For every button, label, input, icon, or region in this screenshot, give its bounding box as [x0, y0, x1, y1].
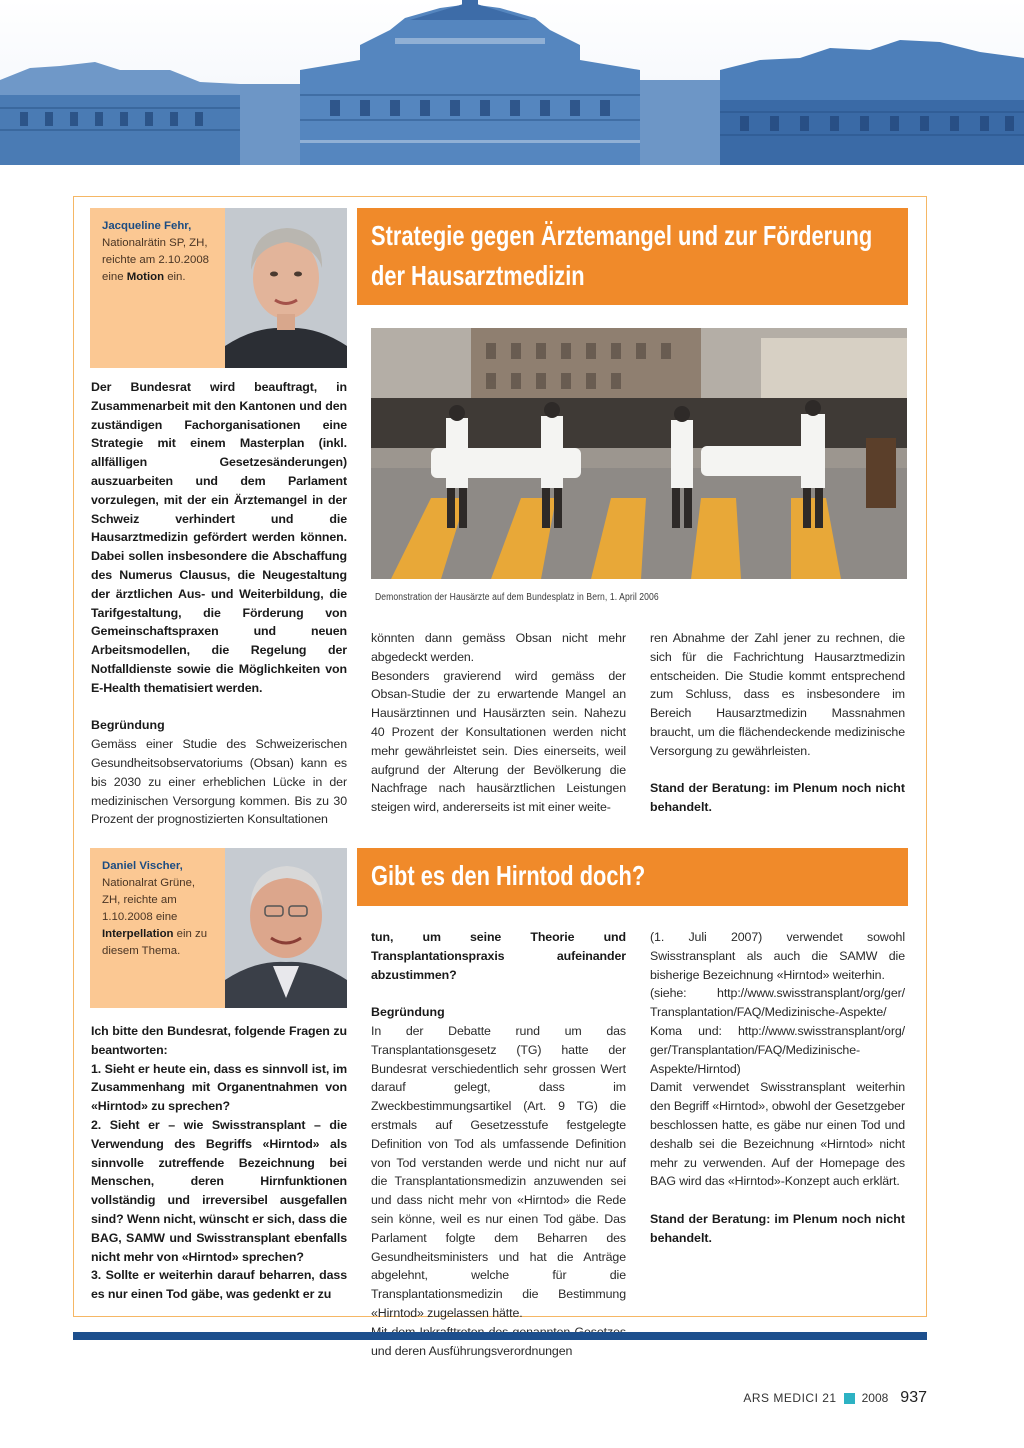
body-paragraph: Besonders gravierend wird gemäss der Obsan-Studie der zu erwartende Mangel an Hausärztinnen und Hausärzten sein. Nahezu 40 Prozent der Konsultationen werden nicht mehr gewährleistet sein. Dies einerseits, weil aufgrund der Alterung der Bevölkerung die Nachfrage nach hausärztlichen Leistungen steigen wird, andererseits ist mit einer weite- [371, 668, 626, 815]
interpellation-continued: tun, um seine Theorie und Transplantationspraxis aufeinander abzustimmen? [371, 930, 626, 982]
author-submission-post: ein zu [173, 928, 208, 940]
article2-headline [357, 848, 908, 906]
article1-headline [357, 208, 908, 305]
body-paragraph: ren Abnahme der Zahl jener zu rechnen, die sich für die Fachrichtung Hausarztmedizin entscheiden. Die Studie kommt entsprechend zum Schluss, dass es insbesondere im Bereich Hausarztmedizin Massnahmen braucht, um die flächendeckende medizinische Versorgung zu gewährleisten. [650, 631, 905, 758]
body-paragraph: Damit verwendet Swisstransplant weiterhin den Begriff «Hirntod», obwohl der Gesetzgeber beschlossen hatte, es gäbe nur einen Tod und deshalb sei die Bezeichnung «Hirntod» nicht mehr zu verwenden. Auf der Homepage des BAG wird das «Hirntod»-Konzept auch erklärt. [650, 1080, 905, 1189]
article2-headline-text: Gibt es den Hirntod doch? [371, 860, 646, 891]
question-3: 3. Sollte er weiterhin darauf beharren, dass es nur einen Tod gäbe, was gedenkt er zu [91, 1268, 347, 1302]
question-1: 1. Sieht er heute ein, dass es sinnvoll ist, im Zusammenhang mit Organentnahmen von «Hirntod» zu sprechen? [91, 1061, 347, 1114]
author-topic: diesem Thema. [102, 945, 181, 957]
article1-column-2 [371, 629, 626, 817]
author-date: reichte am 2.10.2008 [102, 254, 210, 266]
consultation-status: Stand der Beratung: im Plenum noch nicht behandelt. [650, 781, 905, 815]
page-number: 937 [900, 1389, 927, 1406]
author-role: Nationalrat Grüne, [102, 877, 196, 889]
article2-column-2 [371, 928, 626, 1360]
author-name: Daniel Vischer, [102, 860, 183, 872]
author-submission-post: ein. [164, 271, 186, 283]
article2-column-3 [650, 928, 905, 1248]
author-canton: ZH, reichte am [102, 894, 177, 906]
submission-type: Interpellation [102, 928, 174, 940]
author-name: Jacqueline Fehr, [102, 220, 192, 232]
question-2: 2. Sieht er – wie Swisstransplant – die Verwendung des Begriffs «Hirntod» als sinnvolle zutreffende Bezeichnung bei Menschen, deren Hirnfunktionen vollständig und irreversibel ausgefallen sind? Wenn nicht, wünscht er sich, dass die BAG, SAMW und Swisstransplant ebenfalls nicht mehr von «Hirntod» sprechen? [91, 1117, 347, 1264]
author-date: 1.10.2008 eine [102, 911, 178, 923]
consultation-status: Stand der Beratung: im Plenum noch nicht behandelt. [650, 1211, 905, 1245]
section-heading: Begründung [371, 1005, 445, 1020]
reference-links: (siehe: http://www.swisstransplant/org/ger/ Transplantation/FAQ/Medizinische-Aspekte/ Koma und: http://www.swisstransplant/org/ ger/Transplantation/FAQ/Medizinische-Aspekte/Hirntod) [650, 986, 905, 1076]
footer-rule [73, 1332, 927, 1340]
article1-column-1 [91, 378, 347, 829]
photo-caption: Demonstration der Hausärzte auf dem Bundesplatz in Bern, 1. April 2006 [375, 592, 659, 603]
interpellation-intro: Ich bitte den Bundesrat, folgende Fragen zu beantworten: [91, 1024, 347, 1057]
author-submission-pre: eine [102, 271, 127, 283]
demonstration-photo [371, 328, 907, 579]
body-paragraph: In der Debatte rund um das Transplantationsgesetz (TG) hatte der Bundesrat verschiedentlich sehr grossen Wert darauf gelegt, dass im Zweckbestimmungsartikel (Art. 9 TG) die erstmals auf Gesetzesstufe festgelegte Definition von Tod als umfassende Definition von Tod verstanden werde und nicht nur auf die Transplantationsmedizin anzuwenden sei und dass nicht mehr von «Hirntod» die Rede sein könne, weil es nur einen Tod gäbe. Das Parlament folgte dem Beharren des Gesundheitsministers und hat die Anträge abgelehnt, welche für die Transplantationsmedizin die Bestimmung «Hirntod» zugelassen hätte. [371, 1023, 626, 1320]
body-paragraph: Gemäss einer Studie des Schweizerischen Gesundheitsobservatoriums (Obsan) kann es bis 2030 zu einer erheblichen Lücke in der medizinischen Versorgung kommen. Bis zu 30 Prozent der prognostizierten Konsultationen [91, 737, 347, 827]
article1-headline-text: Strategie gegen Ärztemangel und zur Förderung der Hausarztmedizin [371, 220, 873, 291]
article1-column-3 [650, 629, 905, 817]
page-footer [743, 1389, 927, 1407]
body-paragraph: (1. Juli 2007) verwendet sowohl Swisstransplant als auch die SAMW die bisherige Bezeichnung «Hirntod» weiterhin. [650, 930, 905, 982]
article2-column-1 [91, 1022, 347, 1304]
issue-year: 2008 [861, 1391, 889, 1405]
motion-text: Der Bundesrat wird beauftragt, in Zusammenarbeit mit den Kantonen und den zuständigen Fachorganisationen eine Strategie mit einem Masterplan (inkl. allfälligen Gesetzesänderungen) auszuarbeiten und dem Parlament vorzulegen, mit der ein Ärztemangel in der Schweiz verhindert und die Hausarztmedizin gefördert werden können. Dabei sollen insbesondere die Abschaffung des Numerus Clausus, die Neugestaltung der ärztlichen Aus- und Weiterbildung, die Tarifgestaltung, die Förderung von Gemeinschaftspraxen und neuen Arbeitsmodellen, die Regelung der Notfalldienste sowie die Möglichkeiten von E-Health thematisiert werden. [91, 380, 347, 695]
author-infobox-fehr [90, 208, 225, 368]
parliament-banner-image [0, 0, 1024, 165]
body-paragraph: könnten dann gemäss Obsan nicht mehr abgedeckt werden. [371, 631, 626, 664]
portrait-photo-fehr [225, 208, 347, 368]
author-role: Nationalrätin SP, ZH, [102, 237, 208, 249]
body-paragraph: und deren Ausführungsverordnungen [371, 1343, 573, 1358]
magazine-issue: ARS MEDICI 21 [743, 1391, 837, 1405]
section-heading: Begründung [91, 718, 165, 733]
portrait-photo-vischer [225, 848, 347, 1008]
submission-type: Motion [126, 271, 165, 283]
author-infobox-vischer [90, 848, 225, 1008]
footer-square-icon [844, 1393, 855, 1404]
